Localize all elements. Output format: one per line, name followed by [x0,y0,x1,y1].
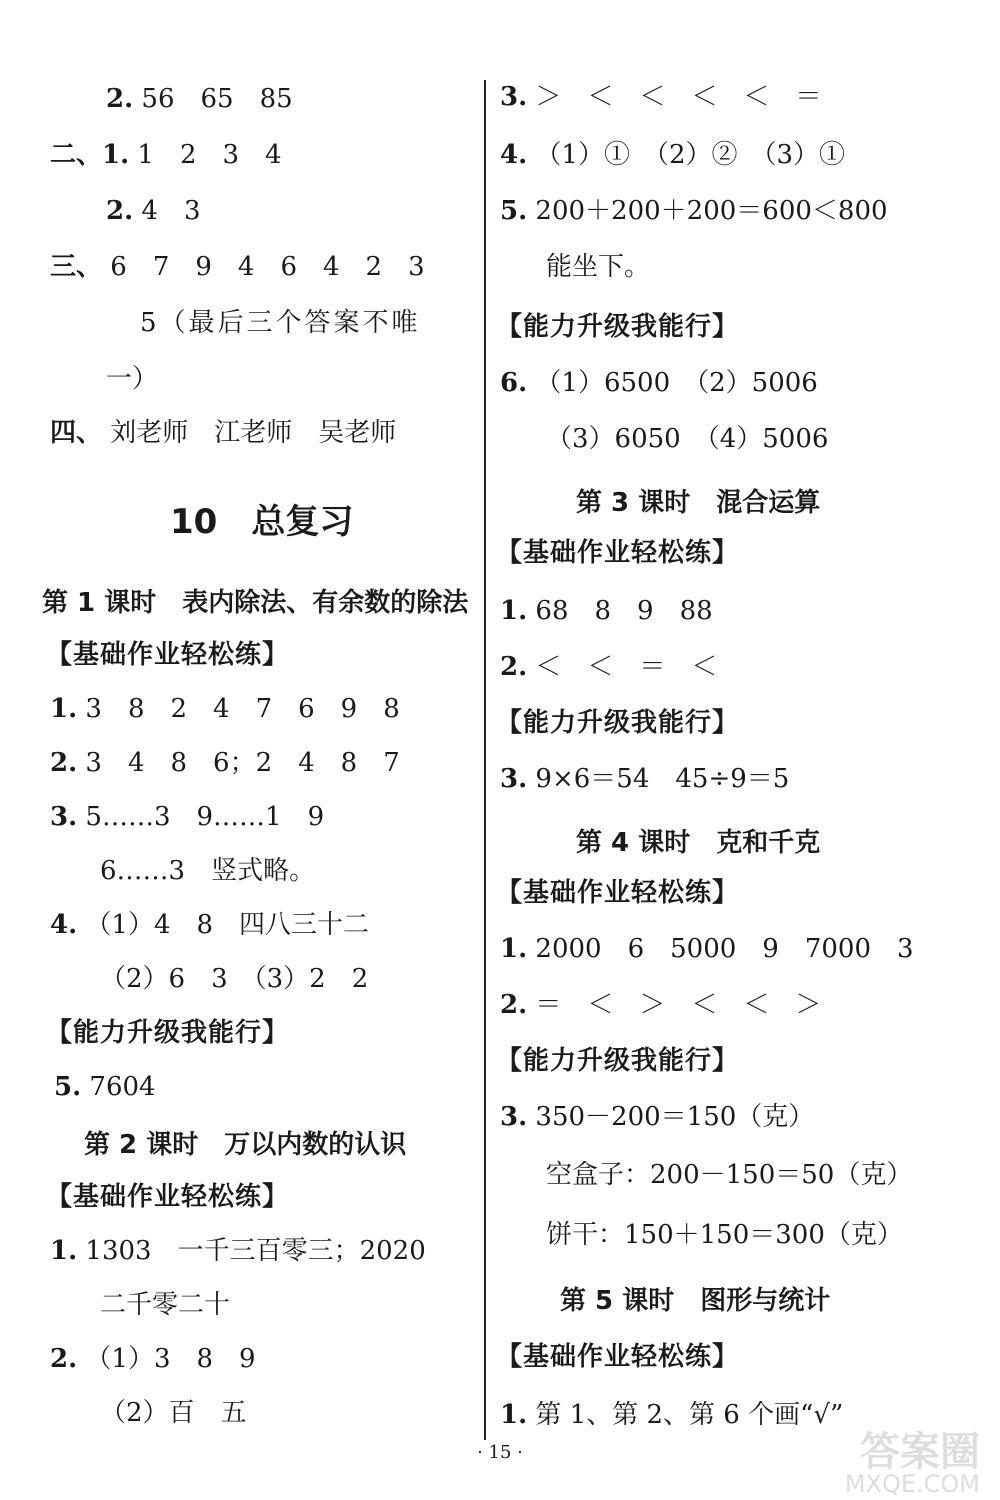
answer-row [106,82,293,116]
answer-text: 4 3 [141,196,201,226]
item-number: 2. [106,84,134,114]
answer-text: 一） [106,364,159,394]
section-header: 【基础作业轻松练】 [496,1342,740,1372]
item-number: 1. [500,1400,528,1430]
answer-text: 3 8 2 4 7 6 9 8 [85,694,400,724]
lesson-title: 第 2 课时 万以内数的认识 [84,1130,407,1160]
answer-text: 68 8 9 88 [535,596,713,626]
item-number: 四、 [50,418,103,448]
answer-row [500,762,789,796]
answer-text: 7604 [89,1072,156,1102]
watermark-logo: 答案圈 [860,1429,980,1475]
answer-text: 200＋200＋200＝600＜800 [535,196,888,226]
item-number: 1. [50,1236,78,1266]
item-number: 2. [500,990,528,1020]
answer-row [500,650,717,684]
answer-text: 350－200＝150（克） [535,1102,815,1132]
item-number: 4. [50,910,78,940]
page-number: · 15 · [477,1442,523,1463]
section-header: 【能力升级我能行】 [46,1018,290,1048]
answer-text: 6 7 9 4 6 4 2 3 [110,252,425,282]
section-header: 【基础作业轻松练】 [46,1182,290,1212]
answer-row [50,416,396,450]
section-header: 【能力升级我能行】 [496,312,740,342]
answer-row [500,366,818,400]
answer-text: 空盒子：200－150＝50（克） [546,1160,913,1190]
item-number: 6. [500,368,528,398]
answer-text: ＜ ＜ ＝ ＜ [535,652,718,682]
answer-text: （2）百 五 [100,1398,247,1428]
answer-text: （1）① （2）② （3）① [535,140,846,170]
answer-row [50,908,369,942]
answer-text: ＝ ＜ ＞ ＜ ＜ ＞ [535,990,822,1020]
answer-text: 6……3 竖式略。 [100,856,316,886]
answer-row [500,1100,814,1134]
answer-text: 1 2 3 4 [137,140,282,170]
answer-row [50,138,282,172]
answer-text: 二千零二十 [100,1290,231,1320]
answer-text: （3）6050 （4）5006 [546,424,829,454]
answer-row [50,692,400,726]
item-number: 3. [500,82,528,112]
answer-row [500,932,914,966]
item-number: 3. [50,802,78,832]
answer-row [106,194,201,228]
answer-text: 5（最后三个答案不唯 [140,308,421,338]
item-number: 2. [500,652,528,682]
item-number: 1. [50,694,78,724]
answer-text: （2）6 3 （3）2 2 [100,964,369,994]
item-number: 1. [500,934,528,964]
lesson-title: 第 4 课时 克和千克 [576,828,821,858]
answer-text: 3 4 8 6；2 4 8 7 [85,748,400,778]
item-number: 3. [500,1102,528,1132]
item-number: 3. [500,764,528,794]
answer-text: 1303 一千三百零三；2020 [85,1236,426,1266]
answer-row [500,1398,843,1432]
answer-row [50,1342,256,1376]
item-number: 5. [54,1072,82,1102]
watermark-url: MXQE.COM [844,1470,980,1498]
answer-text: （1）4 8 四八三十二 [85,910,370,940]
section-header: 【能力升级我能行】 [496,1046,740,1076]
item-number: 三、 [50,252,103,282]
item-number: 2. [50,748,78,778]
item-number: 2. [106,196,134,226]
item-number: 4. [500,140,528,170]
answer-text: 第 1、第 2、第 6 个画“√” [535,1400,844,1430]
answer-text: 56 65 85 [141,84,293,114]
unit-title: 10 总复习 [170,502,354,542]
answer-row [500,138,845,172]
section-header: 【能力升级我能行】 [496,708,740,738]
answer-row [54,1070,156,1104]
lesson-title: 第 1 课时 表内除法、有余数的除法 [42,588,469,618]
answer-row [500,194,888,228]
answer-text: 饼干：150＋150＝300（克） [546,1220,903,1250]
lesson-title: 第 5 课时 图形与统计 [560,1286,831,1316]
section-header: 【基础作业轻松练】 [46,640,290,670]
answer-row [50,800,324,834]
answer-row [500,80,821,114]
answer-text: 5……3 9……1 9 [85,802,325,832]
lesson-title: 第 3 课时 混合运算 [576,488,821,518]
section-header: 【基础作业轻松练】 [496,538,740,568]
item-number: 5. [500,196,528,226]
answer-row [500,988,821,1022]
answer-row [50,746,400,780]
answer-text: （1）6500 （2）5006 [535,368,818,398]
column-divider [484,80,486,1440]
answer-text: 刘老师 江老师 吴老师 [110,418,397,448]
answer-row [50,1234,426,1268]
answer-text: （1）3 8 9 [85,1344,256,1374]
item-number: 1. [500,596,528,626]
answer-text: 2000 6 5000 9 7000 3 [535,934,914,964]
answer-row [50,250,425,284]
item-number: 2. [50,1344,78,1374]
answer-text: 能坐下。 [546,252,651,282]
answer-text: ＞ ＜ ＜ ＜ ＜ ＝ [535,82,822,112]
answer-row [500,594,713,628]
section-header: 【基础作业轻松练】 [496,878,740,908]
answer-text: 9×6＝54 45÷9＝5 [535,764,790,794]
item-number: 二、1. [50,140,130,170]
